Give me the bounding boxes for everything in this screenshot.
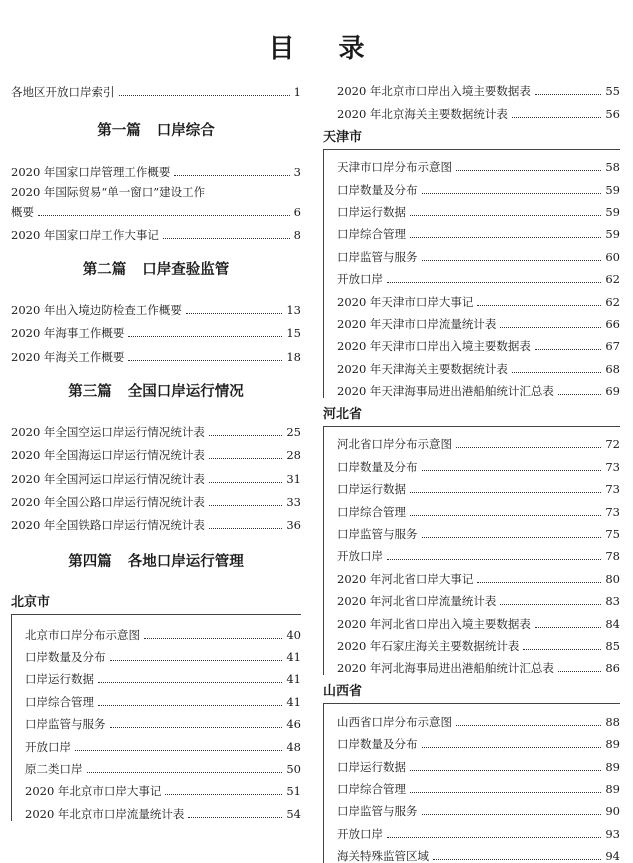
toc-entry[interactable] <box>337 286 620 308</box>
part-heading-2 <box>11 258 301 282</box>
leader-dots <box>387 282 601 283</box>
toc-entry[interactable] <box>337 729 620 751</box>
toc-entry[interactable] <box>337 353 620 375</box>
entry-page: 89 <box>605 759 620 774</box>
leader-dots <box>98 682 282 683</box>
entry-label: 概要 <box>11 204 34 219</box>
entry-page: 13 <box>286 303 301 318</box>
entry-label: 2020 年国际贸易“单一窗口”建设工作 <box>11 184 206 199</box>
entry-page: 90 <box>605 804 620 819</box>
entry-page: 80 <box>605 571 620 586</box>
leader-dots <box>512 372 601 373</box>
part-number: 第四篇 <box>68 554 112 571</box>
leader-dots <box>165 794 282 795</box>
leader-dots <box>144 638 282 639</box>
leader-dots <box>410 515 601 516</box>
toc-entry[interactable] <box>11 317 301 340</box>
leader-dots <box>433 859 601 860</box>
part1-entries <box>11 155 301 242</box>
entry-label: 河北省口岸分布示意图 <box>337 437 452 452</box>
entry-page: 55 <box>605 84 620 99</box>
entry-label: 各地区开放口岸索引 <box>11 85 115 100</box>
leader-dots <box>558 394 601 395</box>
toc-entry[interactable] <box>11 439 301 462</box>
entry-page: 28 <box>286 448 301 463</box>
entry-page: 62 <box>605 294 620 309</box>
title-char-2: 录 <box>338 34 365 64</box>
leader-dots <box>410 770 601 771</box>
entry-label: 2020 年北京市口岸流量统计表 <box>25 806 185 821</box>
toc-entry[interactable] <box>337 331 620 353</box>
entry-page: 59 <box>605 182 620 197</box>
entry-page: 67 <box>605 339 620 354</box>
entry-label: 原二类口岸 <box>25 762 83 776</box>
entry-page: 83 <box>605 594 620 609</box>
part-heading-4 <box>11 550 301 574</box>
entry-page: 46 <box>286 717 301 732</box>
leader-dots <box>422 260 602 261</box>
toc-entry[interactable] <box>11 294 301 317</box>
leader-dots <box>188 817 282 818</box>
leader-dots <box>119 95 290 96</box>
leader-dots <box>477 582 601 583</box>
entry-label: 开放口岸 <box>337 549 383 564</box>
entry-label: 2020 年北京市口岸出入境主要数据表 <box>337 84 531 99</box>
entry-label: 2020 年全国海运口岸运行情况统计表 <box>11 448 205 463</box>
entry-page: 94 <box>605 849 620 863</box>
toc-entry[interactable] <box>337 653 620 675</box>
leader-dots <box>87 772 283 773</box>
entry-label: 口岸运行数据 <box>337 204 406 219</box>
toc-entry[interactable] <box>337 174 620 196</box>
entry-page: 58 <box>605 160 620 175</box>
entry-label: 口岸运行数据 <box>337 482 406 497</box>
entry-page: 75 <box>605 527 620 542</box>
entry-label: 开放口岸 <box>25 739 71 754</box>
toc-entry[interactable] <box>25 731 301 753</box>
entry-page: 51 <box>286 784 301 799</box>
toc-entry[interactable] <box>337 197 620 219</box>
entry-page: 89 <box>605 781 620 796</box>
leader-dots <box>456 447 601 448</box>
toc-entry[interactable] <box>337 519 620 541</box>
part3-entries <box>11 416 301 532</box>
entry-page: 62 <box>605 272 620 287</box>
part-name: 口岸查验监管 <box>142 261 230 278</box>
entry-label: 2020 年天津市口岸大事记 <box>337 294 474 309</box>
toc-entry[interactable] <box>337 76 620 98</box>
leader-dots <box>209 482 282 483</box>
part-heading-3 <box>11 380 301 404</box>
entry-page: 31 <box>286 471 301 486</box>
entry-page: 85 <box>605 638 620 653</box>
toc-entry[interactable] <box>25 798 301 820</box>
toc-entry[interactable] <box>337 241 620 263</box>
leader-dots <box>110 727 283 728</box>
entry-page: 84 <box>605 616 620 631</box>
toc-entry-continued[interactable] <box>11 199 301 219</box>
entry-page: 33 <box>286 494 301 509</box>
entry-page: 36 <box>286 518 301 533</box>
region-group-tianjin <box>323 150 620 398</box>
leader-dots <box>75 750 282 751</box>
leader-dots <box>209 528 282 529</box>
toc-entry[interactable] <box>337 376 620 398</box>
entry-label: 2020 年天津市口岸出入境主要数据表 <box>337 339 531 354</box>
leader-dots <box>456 170 601 171</box>
leader-dots <box>535 94 601 95</box>
page-title <box>0 28 633 65</box>
toc-entry[interactable] <box>11 486 301 509</box>
entry-page: 18 <box>286 349 301 364</box>
region-heading-tianjin: 天津市 <box>323 127 620 150</box>
entry-page: 89 <box>605 737 620 752</box>
entry-label: 口岸综合管理 <box>337 227 406 242</box>
toc-entry[interactable] <box>337 98 620 120</box>
part-number: 第三篇 <box>68 383 112 400</box>
leader-dots <box>186 313 282 314</box>
toc-entry[interactable] <box>337 751 620 773</box>
leader-dots <box>456 725 601 726</box>
entry-page: 86 <box>605 661 620 676</box>
leader-dots <box>512 117 601 118</box>
entry-page: 78 <box>605 549 620 564</box>
part-name: 口岸综合 <box>156 123 215 140</box>
region-heading-hebei: 河北省 <box>323 404 620 427</box>
leader-dots <box>535 349 601 350</box>
entry-label: 2020 年全国公路口岸运行情况统计表 <box>11 494 205 509</box>
leader-dots <box>410 792 601 793</box>
entry-page: 41 <box>286 672 301 687</box>
leader-dots <box>410 237 601 238</box>
entry-page: 56 <box>605 106 620 121</box>
title-char-1: 目 <box>268 34 295 64</box>
entry-label: 海关特殊监管区域 <box>337 849 429 863</box>
part-number: 第一篇 <box>97 123 141 140</box>
toc-entry[interactable] <box>337 586 620 608</box>
entry-label: 口岸数量及分布 <box>337 737 418 752</box>
toc-entry[interactable] <box>337 818 620 840</box>
entry-label: 北京市口岸分布示意图 <box>25 627 140 642</box>
toc-entry[interactable] <box>25 776 301 798</box>
entry-page: 59 <box>605 227 620 242</box>
toc-right-column <box>323 76 620 863</box>
leader-dots <box>110 660 283 661</box>
leader-dots <box>422 470 602 471</box>
toc-entry[interactable] <box>337 774 620 796</box>
toc-entry[interactable] <box>25 642 301 664</box>
toc-entry[interactable] <box>11 509 301 532</box>
entry-label: 2020 年河北省口岸出入境主要数据表 <box>337 616 531 631</box>
entry-page: 54 <box>286 806 301 821</box>
toc-entry[interactable] <box>337 219 620 241</box>
leader-dots <box>535 627 601 628</box>
leader-dots <box>500 327 601 328</box>
toc-entry[interactable] <box>25 709 301 731</box>
toc-entry[interactable] <box>337 796 620 818</box>
toc-entry[interactable] <box>337 631 620 653</box>
entry-label: 口岸监管与服务 <box>337 804 418 819</box>
entry-label: 山西省口岸分布示意图 <box>337 714 452 729</box>
entry-label: 口岸运行数据 <box>337 759 406 774</box>
leader-dots <box>410 215 601 216</box>
leader-dots <box>128 336 282 337</box>
leader-dots <box>174 175 289 176</box>
entry-page: 15 <box>286 326 301 341</box>
toc-entry[interactable] <box>337 474 620 496</box>
part-name: 各地口岸运行管理 <box>127 554 244 571</box>
leader-dots <box>500 604 601 605</box>
leader-dots <box>422 537 602 538</box>
toc-entry[interactable] <box>337 841 620 863</box>
toc-entry[interactable] <box>11 462 301 485</box>
entry-label: 开放口岸 <box>337 826 383 841</box>
entry-label: 口岸综合管理 <box>337 504 406 519</box>
part-heading-1 <box>11 119 301 143</box>
region-group-beijing <box>11 615 301 821</box>
entry-label: 口岸数量及分布 <box>337 182 418 197</box>
toc-entry[interactable] <box>337 608 620 630</box>
entry-label: 2020 年天津海事局进出港船舶统计汇总表 <box>337 384 554 399</box>
leader-dots <box>422 814 602 815</box>
entry-label: 2020 年国家口岸工作大事记 <box>11 227 159 242</box>
toc-entry[interactable] <box>25 619 301 641</box>
entry-page: 41 <box>286 650 301 665</box>
toc-entry[interactable] <box>11 179 301 199</box>
region-heading-shanxi: 山西省 <box>323 681 620 704</box>
entry-page: 60 <box>605 249 620 264</box>
leader-dots <box>209 505 282 506</box>
region-group-beijing-continued <box>323 76 620 121</box>
entry-label: 2020 年出入境边防检查工作概要 <box>11 303 182 318</box>
toc-entry[interactable] <box>337 264 620 286</box>
leader-dots <box>523 649 601 650</box>
entry-label: 口岸监管与服务 <box>337 527 418 542</box>
entry-label: 2020 年国家口岸管理工作概要 <box>11 164 171 179</box>
entry-page: 66 <box>605 316 620 331</box>
entry-label: 2020 年全国铁路口岸运行情况统计表 <box>11 518 205 533</box>
toc-entry[interactable] <box>11 155 301 178</box>
entry-page: 73 <box>605 482 620 497</box>
entry-page: 1 <box>293 85 301 100</box>
entry-label: 口岸监管与服务 <box>337 249 418 264</box>
entry-page: 68 <box>605 361 620 376</box>
entry-label: 2020 年海事工作概要 <box>11 326 125 341</box>
entry-page: 59 <box>605 204 620 219</box>
entry-page: 73 <box>605 504 620 519</box>
toc-entry[interactable] <box>11 340 301 363</box>
toc-entry[interactable] <box>337 496 620 518</box>
entry-label: 口岸综合管理 <box>25 694 94 709</box>
toc-entry[interactable] <box>337 563 620 585</box>
leader-dots <box>209 435 282 436</box>
entry-page: 73 <box>605 459 620 474</box>
leader-dots <box>558 671 601 672</box>
entry-page: 93 <box>605 826 620 841</box>
toc-entry-index[interactable] <box>11 76 301 99</box>
toc-entry[interactable] <box>25 686 301 708</box>
entry-label: 2020 年河北省口岸大事记 <box>337 571 474 586</box>
entry-page: 8 <box>293 227 301 242</box>
entry-page: 41 <box>286 694 301 709</box>
entry-label: 2020 年天津市口岸流量统计表 <box>337 316 497 331</box>
entry-page: 88 <box>605 714 620 729</box>
entry-label: 2020 年天津海关主要数据统计表 <box>337 361 508 376</box>
entry-page: 69 <box>605 384 620 399</box>
entry-label: 口岸数量及分布 <box>25 650 106 665</box>
toc-entry[interactable] <box>337 706 620 728</box>
entry-label: 2020 年石家庄海关主要数据统计表 <box>337 638 520 653</box>
entry-label: 口岸数量及分布 <box>337 459 418 474</box>
region-group-hebei <box>323 427 620 675</box>
entry-label: 天津市口岸分布示意图 <box>337 160 452 175</box>
toc-entry[interactable] <box>337 451 620 473</box>
toc-entry[interactable] <box>337 541 620 563</box>
entry-page: 40 <box>286 627 301 642</box>
part2-entries <box>11 294 301 364</box>
region-heading-beijing: 北京市 <box>11 592 301 615</box>
part-number: 第二篇 <box>82 261 127 278</box>
leader-dots <box>163 238 290 239</box>
entry-page: 6 <box>293 204 301 219</box>
leader-dots <box>387 559 601 560</box>
entry-label: 2020 年海关工作概要 <box>11 349 125 364</box>
entry-page: 50 <box>286 762 301 776</box>
entry-label: 口岸运行数据 <box>25 672 94 687</box>
entry-page: 25 <box>286 425 301 440</box>
toc-left-column <box>11 76 301 821</box>
leader-dots <box>422 193 602 194</box>
leader-dots <box>128 360 282 361</box>
leader-dots <box>410 492 601 493</box>
leader-dots <box>209 458 282 459</box>
part-name: 全国口岸运行情况 <box>127 383 244 400</box>
leader-dots <box>387 837 601 838</box>
leader-dots <box>477 305 601 306</box>
toc-entry[interactable] <box>11 416 301 439</box>
toc-entry[interactable] <box>337 309 620 331</box>
toc-entry[interactable] <box>337 429 620 451</box>
entry-page: 48 <box>286 739 301 754</box>
entry-label: 2020 年北京海关主要数据统计表 <box>337 106 508 121</box>
entry-label: 2020 年河北省口岸流量统计表 <box>337 594 497 609</box>
entry-label: 2020 年全国空运口岸运行情况统计表 <box>11 425 205 440</box>
entry-page: 3 <box>293 164 301 179</box>
entry-label: 口岸综合管理 <box>337 781 406 796</box>
entry-label: 2020 年河北海事局进出港船舶统计汇总表 <box>337 661 554 676</box>
toc-entry[interactable] <box>337 152 620 174</box>
toc-entry[interactable] <box>11 219 301 242</box>
entry-label: 2020 年全国河运口岸运行情况统计表 <box>11 471 205 486</box>
region-group-shanxi <box>323 704 620 863</box>
toc-entry[interactable] <box>25 664 301 686</box>
leader-dots <box>38 215 290 216</box>
leader-dots <box>422 747 602 748</box>
toc-entry[interactable] <box>25 754 301 776</box>
entry-page: 72 <box>605 437 620 452</box>
entry-label: 开放口岸 <box>337 272 383 287</box>
leader-dots <box>98 705 282 706</box>
entry-label: 口岸监管与服务 <box>25 717 106 732</box>
entry-label: 2020 年北京市口岸大事记 <box>25 784 162 799</box>
